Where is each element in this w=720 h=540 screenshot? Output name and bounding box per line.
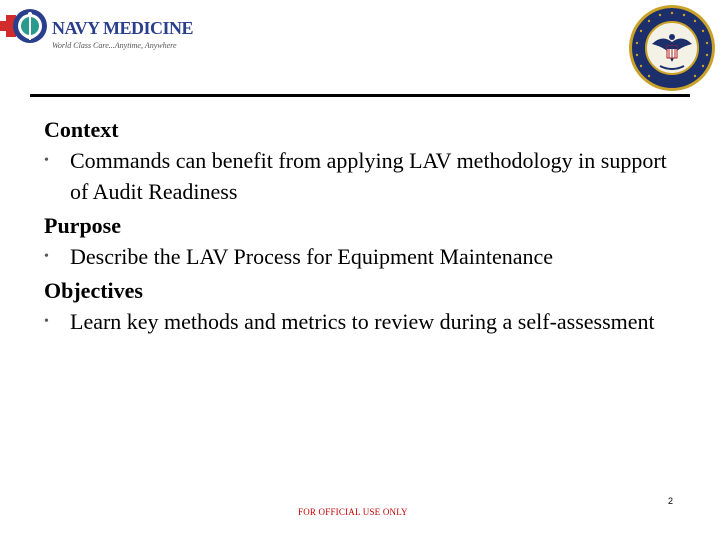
logo-title: NAVY MEDICINE bbox=[52, 18, 194, 38]
logo-tagline: World Class Care...Anytime, Anywhere bbox=[52, 41, 177, 50]
bullet-icon: • bbox=[44, 249, 49, 264]
slide-body bbox=[44, 114, 684, 340]
bullet-icon: • bbox=[44, 153, 49, 168]
bullet-text: Describe the LAV Process for Equipment Maintenance bbox=[70, 244, 554, 269]
bullet-text: Commands can benefit from applying LAV methodology in support of Audit Readiness bbox=[70, 148, 667, 204]
page-number: 2 bbox=[668, 496, 674, 506]
bullet-icon: • bbox=[44, 314, 49, 329]
department-of-the-navy-seal bbox=[628, 4, 716, 92]
section-heading-context: Context bbox=[44, 117, 119, 142]
bullet-item bbox=[44, 306, 684, 337]
section-heading-objectives: Objectives bbox=[44, 278, 143, 303]
navy-medicine-logo bbox=[0, 4, 194, 54]
bullet-item bbox=[44, 145, 684, 207]
navy-medicine-logo-icon bbox=[0, 4, 50, 54]
header-divider bbox=[30, 94, 690, 97]
classification-footer: FOR OFFICIAL USE ONLY bbox=[298, 507, 408, 517]
department-of-the-navy-seal-icon bbox=[628, 4, 716, 92]
section-heading-purpose: Purpose bbox=[44, 213, 121, 238]
bullet-item bbox=[44, 241, 684, 272]
bullet-text: Learn key methods and metrics to review during a self-assessment bbox=[70, 309, 655, 334]
